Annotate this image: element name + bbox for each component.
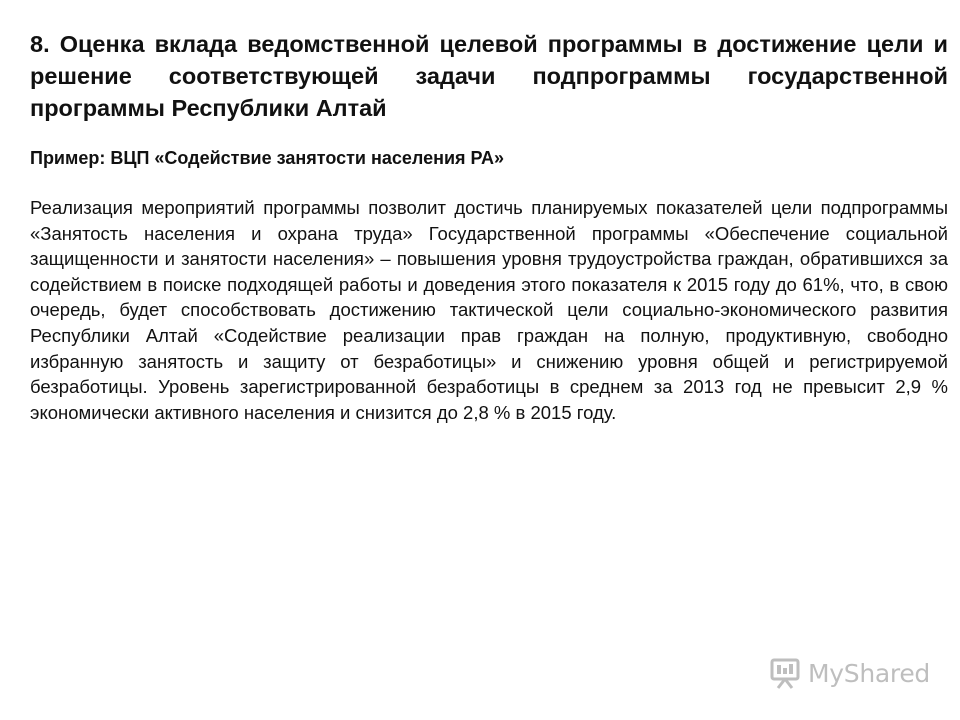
slide-heading: 8. Оценка вклада ведомственной целевой программы в достижение цели и решение соответствующей задачи подпрограммы государственной программы Республики Алтай xyxy=(30,31,948,121)
watermark-text: MyShared xyxy=(808,658,930,688)
presentation-board-icon xyxy=(768,656,802,690)
example-line: Пример: ВЦП «Содействие занятости населения РА» xyxy=(30,148,504,168)
watermark-logo xyxy=(768,656,930,690)
slide-content xyxy=(30,28,948,425)
body-paragraph: Реализация мероприятий программы позволит достичь планируемых показателей цели подпрограммы «Занятость населения и охрана труда» Государственной программы «Обеспечение социальной защищенности и занятости населения» – повышения уровня трудоустройства граждан, обратившихся за содействием в поиске подходящей работы и доведения этого показателя к 2015 году до 61%, что, в свою очередь, будет способствовать достижению тактической цели социально-экономического развития Республики Алтай «Содействие реализации прав граждан на полную, продуктивную, свободно избранную занятость и защиту от безработицы» и снижению уровня общей и регистрируемой безработицы. Уровень зарегистрированной безработицы в среднем за 2013 год не превысит 2,9 % экономически активного населения и снизится до 2,8 % в 2015 году. xyxy=(30,197,948,423)
